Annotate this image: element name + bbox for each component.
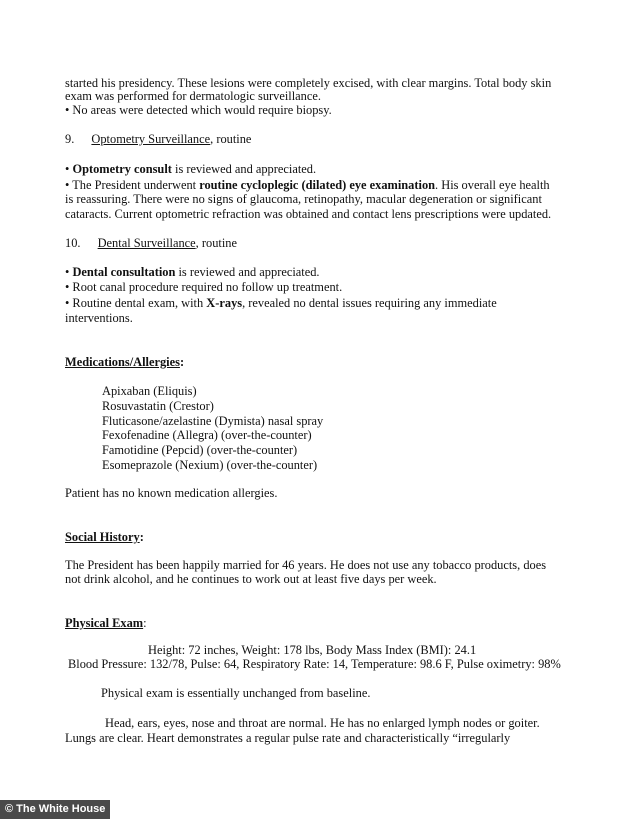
dental-exam-line (65, 296, 497, 311)
vitals-line: Blood Pressure: 132/78, Pulse: 64, Respiratory Rate: 14, Temperature: 98.6 F, Pulse oximetry: 98% (68, 657, 561, 671)
bullet: • (65, 162, 73, 176)
medications-heading (65, 355, 184, 370)
allergies-statement: Patient has no known medication allergies. (65, 486, 278, 500)
bold-phrase: Optometry consult (72, 162, 172, 176)
bold-phrase: Dental consultation (72, 265, 176, 279)
text-run: , revealed no dental issues requiring any immediate (242, 296, 497, 310)
text-run: • The President underwent (65, 178, 200, 192)
section-suffix: , routine (195, 236, 237, 250)
image-credit-badge: © The White House (0, 800, 110, 819)
social-history-text-line: not drink alcohol, and he continues to work out at least five days per week. (65, 572, 437, 586)
optometry-consult-line (65, 162, 316, 177)
bold-phrase: X-rays (206, 296, 243, 310)
section-number: 9. (65, 132, 75, 146)
physical-exam-heading (65, 616, 147, 631)
dental-text-line: interventions. (65, 311, 133, 325)
section-suffix: , routine (210, 132, 252, 146)
dermatology-text-line: exam was performed for dermatologic surveillance. (65, 89, 321, 103)
heading-colon: : (179, 355, 185, 369)
heading-text: Physical Exam (65, 616, 144, 630)
optometry-section-heading (65, 132, 251, 147)
text-run: is reviewed and appreciated. (175, 265, 320, 279)
medication-item: Famotidine (Pepcid) (over-the-counter) (102, 443, 298, 457)
dental-section-heading (65, 236, 237, 251)
text-run: • Routine dental exam, with (65, 296, 207, 310)
optometry-text-line: is reassuring. There were no signs of glaucoma, retinopathy, macular degeneration or significant (65, 192, 542, 206)
medication-item: Rosuvastatin (Crestor) (102, 399, 214, 413)
section-title: Optometry Surveillance (91, 132, 211, 146)
optometry-text-line: cataracts. Current optometric refraction was obtained and contact lens prescriptions were updated. (65, 207, 552, 221)
heading-colon: : (139, 530, 144, 544)
physical-exam-text-line: Physical exam is essentially unchanged from baseline. (101, 686, 371, 700)
social-history-text-line: The President has been happily married for 46 years. He does not use any tobacco products, does (65, 558, 547, 572)
heading-colon: : (143, 616, 147, 630)
text-run: . His overall eye health (435, 178, 550, 192)
bold-phrase: routine cycloplegic (dilated) eye examination (199, 178, 436, 192)
medication-item: Fexofenadine (Allegra) (over-the-counter) (102, 428, 312, 442)
social-history-heading (65, 530, 144, 545)
heading-text: Social History (65, 530, 140, 544)
section-number: 10. (65, 236, 81, 250)
heading-text: Medications/Allergies (65, 355, 180, 369)
medication-item: Fluticasone/azelastine (Dymista) nasal spray (102, 414, 324, 428)
optometry-exam-line (65, 178, 550, 193)
medication-item: Apixaban (Eliquis) (102, 384, 197, 398)
vitals-line: Height: 72 inches, Weight: 178 lbs, Body Mass Index (BMI): 24.1 (148, 643, 477, 657)
dermatology-bullet: • No areas were detected which would require biopsy. (65, 103, 332, 117)
dermatology-text-line: started his presidency. These lesions were completely excised, with clear margins. Total body skin (65, 76, 552, 90)
medication-item: Esomeprazole (Nexium) (over-the-counter) (102, 458, 318, 472)
dental-root-canal-line: • Root canal procedure required no follow up treatment. (65, 280, 343, 294)
bullet: • (65, 265, 73, 279)
physical-exam-text-line: Lungs are clear. Heart demonstrates a regular pulse rate and characteristically “irregularly (65, 731, 511, 745)
section-title: Dental Surveillance (97, 236, 196, 250)
dental-consult-line (65, 265, 320, 280)
physical-exam-text-line: Head, ears, eyes, nose and throat are normal. He has no enlarged lymph nodes or goiter. (105, 716, 540, 730)
text-run: is reviewed and appreciated. (171, 162, 317, 176)
